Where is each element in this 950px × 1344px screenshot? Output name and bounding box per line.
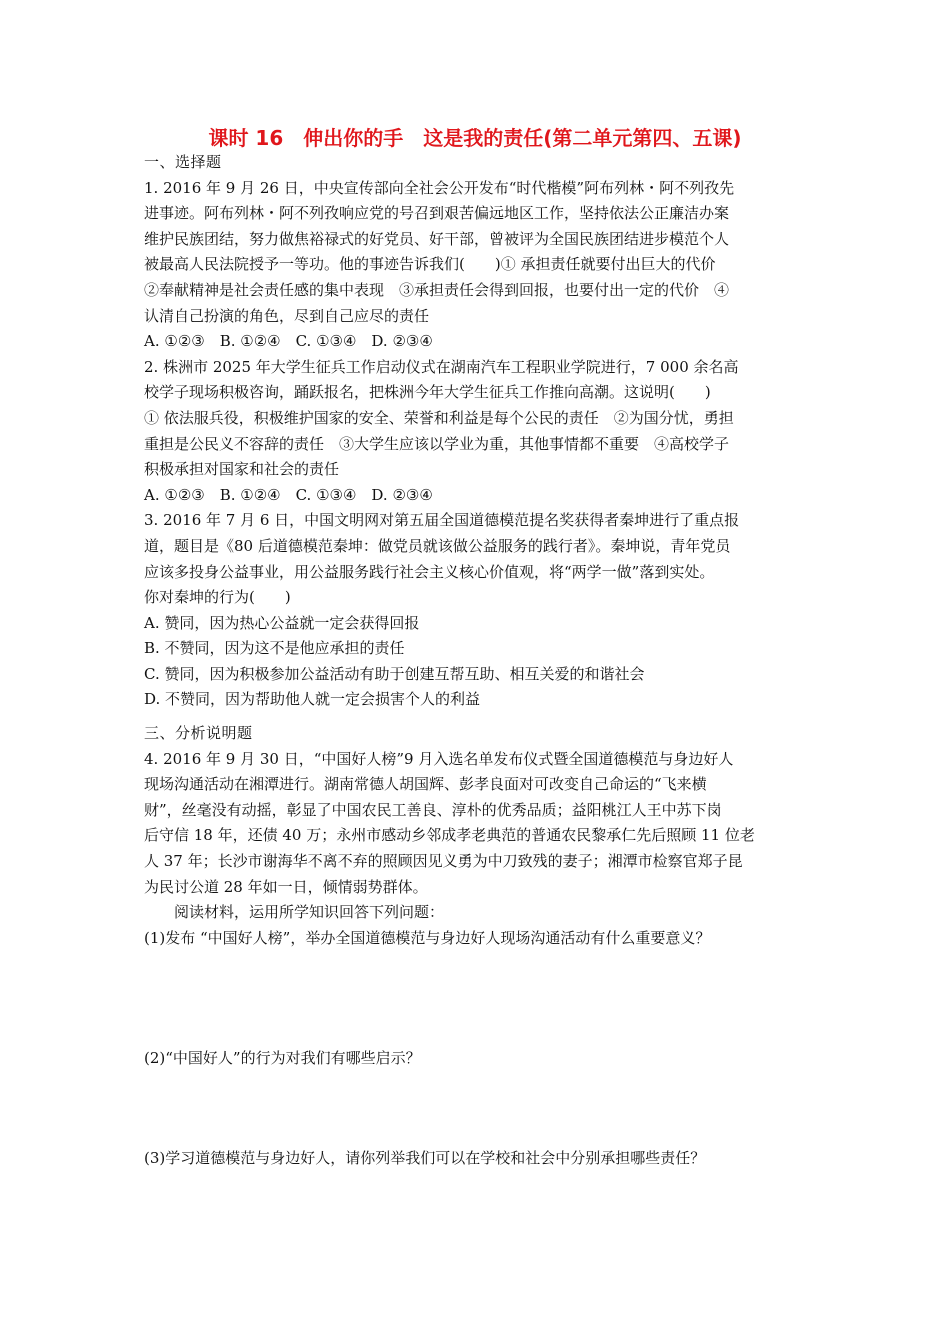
analysis-section: [144, 721, 814, 951]
question-line: 校学子现场积极咨询，踊跃报名，把株洲今年大学生征兵工作推向高潮。这说明( ): [144, 383, 711, 402]
sub-question-3: (3)学习道德模范与身边好人，请你列举我们可以在学校和社会中分别承担哪些责任？: [144, 1149, 706, 1167]
question-line: 后守信 18 年，还债 40 万；永州市感动乡邻成孝老典范的普通农民黎承仁先后照顾 11 位老: [144, 826, 755, 845]
answer-option: C. 赞同，因为积极参加公益活动有助于创建互帮互助、相互关爱的和谐社会: [144, 664, 645, 683]
question-line: 人 37 年；长沙市谢海华不离不弃的照顾因见义勇为中刀致残的妻子；湘潭市检察官郑子昆: [144, 851, 743, 870]
sub-question-2-block: [144, 1046, 814, 1072]
question-line: 3. 2016 年 7 月 6 日，中国文明网对第五届全国道德模范提名奖获得者秦坤进行了重点报: [144, 511, 740, 530]
sub-question-3-block: [144, 1146, 814, 1172]
question-3: [144, 508, 814, 713]
question-line: 现场沟通活动在湘潭进行。湖南常德人胡国辉、彭孝良面对可改变自己命运的“飞来横: [144, 775, 707, 794]
question-line: 2. 株洲市 2025 年大学生征兵工作启动仪式在湖南汽车工程职业学院进行，7 000 余名高: [144, 357, 739, 376]
choice-section: [144, 150, 814, 713]
question-line: 维护民族团结，努力做焦裕禄式的好党员、好干部，曾被评为全国民族团结进步模范个人: [144, 229, 730, 248]
answer-options: A. ①②③ B. ①②④ C. ①③④ D. ②③④: [144, 485, 433, 504]
section-heading-analysis: 三、分析说明题: [144, 724, 253, 742]
question-line: 被最高人民法院授予一等功。他的事迹告诉我们( )① 承担责任就要付出巨大的代价: [144, 255, 716, 274]
sub-question-1: (1)发布 “中国好人榜”，举办全国道德模范与身边好人现场沟通活动有什么重要意义？: [144, 928, 711, 947]
question-4: [144, 747, 814, 952]
question-line: ① 依法服兵役，积极维护国家的安全、荣誉和利益是每个公民的责任 ②为国分忧，勇担: [144, 408, 734, 427]
page-title: 课时 16 伸出你的手 这是我的责任(第二单元第四、五课): [208, 126, 742, 150]
question-line: 1. 2016 年 9 月 26 日，中央宣传部向全社会公开发布“时代楷模”阿布列林・阿不列孜先: [144, 178, 735, 197]
answer-option: A. 赞同，因为热心公益就一定会获得回报: [144, 613, 420, 632]
question-2: [144, 355, 814, 509]
instruction-text: 阅读材料，运用所学知识回答下列问题：: [174, 903, 445, 922]
answer-option: B. 不赞同，因为这不是他应承担的责任: [144, 639, 405, 658]
question-line: 重担是公民义不容辞的责任 ③大学生应该以学业为重，其他事情都不重要 ④高校学子: [144, 434, 730, 453]
question-line: 应该多投身公益事业，用公益服务践行社会主义核心价值观，将“两学一做”落到实处。: [144, 562, 715, 581]
question-1: [144, 176, 814, 355]
answer-options: A. ①②③ B. ①②④ C. ①③④ D. ②③④: [144, 332, 433, 351]
question-line: 为民讨公道 28 年如一日，倾情弱势群体。: [144, 877, 428, 896]
question-line: 你对秦坤的行为( ): [144, 588, 291, 607]
sub-question-2: (2)“中国好人”的行为对我们有哪些启示？: [144, 1049, 421, 1067]
question-line: 财”，丝毫没有动摇，彰显了中国农民工善良、淳朴的优秀品质；益阳桃江人王中苏下岗: [144, 800, 722, 819]
question-line: 道，题目是《80 后道德模范秦坤：做党员就该做公益服务的践行者》。秦坤说，青年党员: [144, 536, 731, 555]
question-line: 积极承担对国家和社会的责任: [144, 460, 340, 479]
question-line: 认清自己扮演的角色，尽到自己应尽的责任: [144, 306, 430, 325]
section-heading-choice: 一、选择题: [144, 153, 222, 171]
question-line: 4. 2016 年 9 月 30 日，“中国好人榜”9 月入选名单发布仪式暨全国道德模范与身边好人: [144, 749, 734, 768]
question-line: ②奉献精神是社会责任感的集中表现 ③承担责任会得到回报，也要付出一定的代价 ④: [144, 280, 730, 299]
question-line: 进事迹。阿布列林・阿不列孜响应党的号召到艰苦偏远地区工作，坚持依法公正廉洁办案: [144, 204, 730, 223]
answer-option: D. 不赞同，因为帮助他人就一定会损害个人的利益: [144, 690, 481, 709]
